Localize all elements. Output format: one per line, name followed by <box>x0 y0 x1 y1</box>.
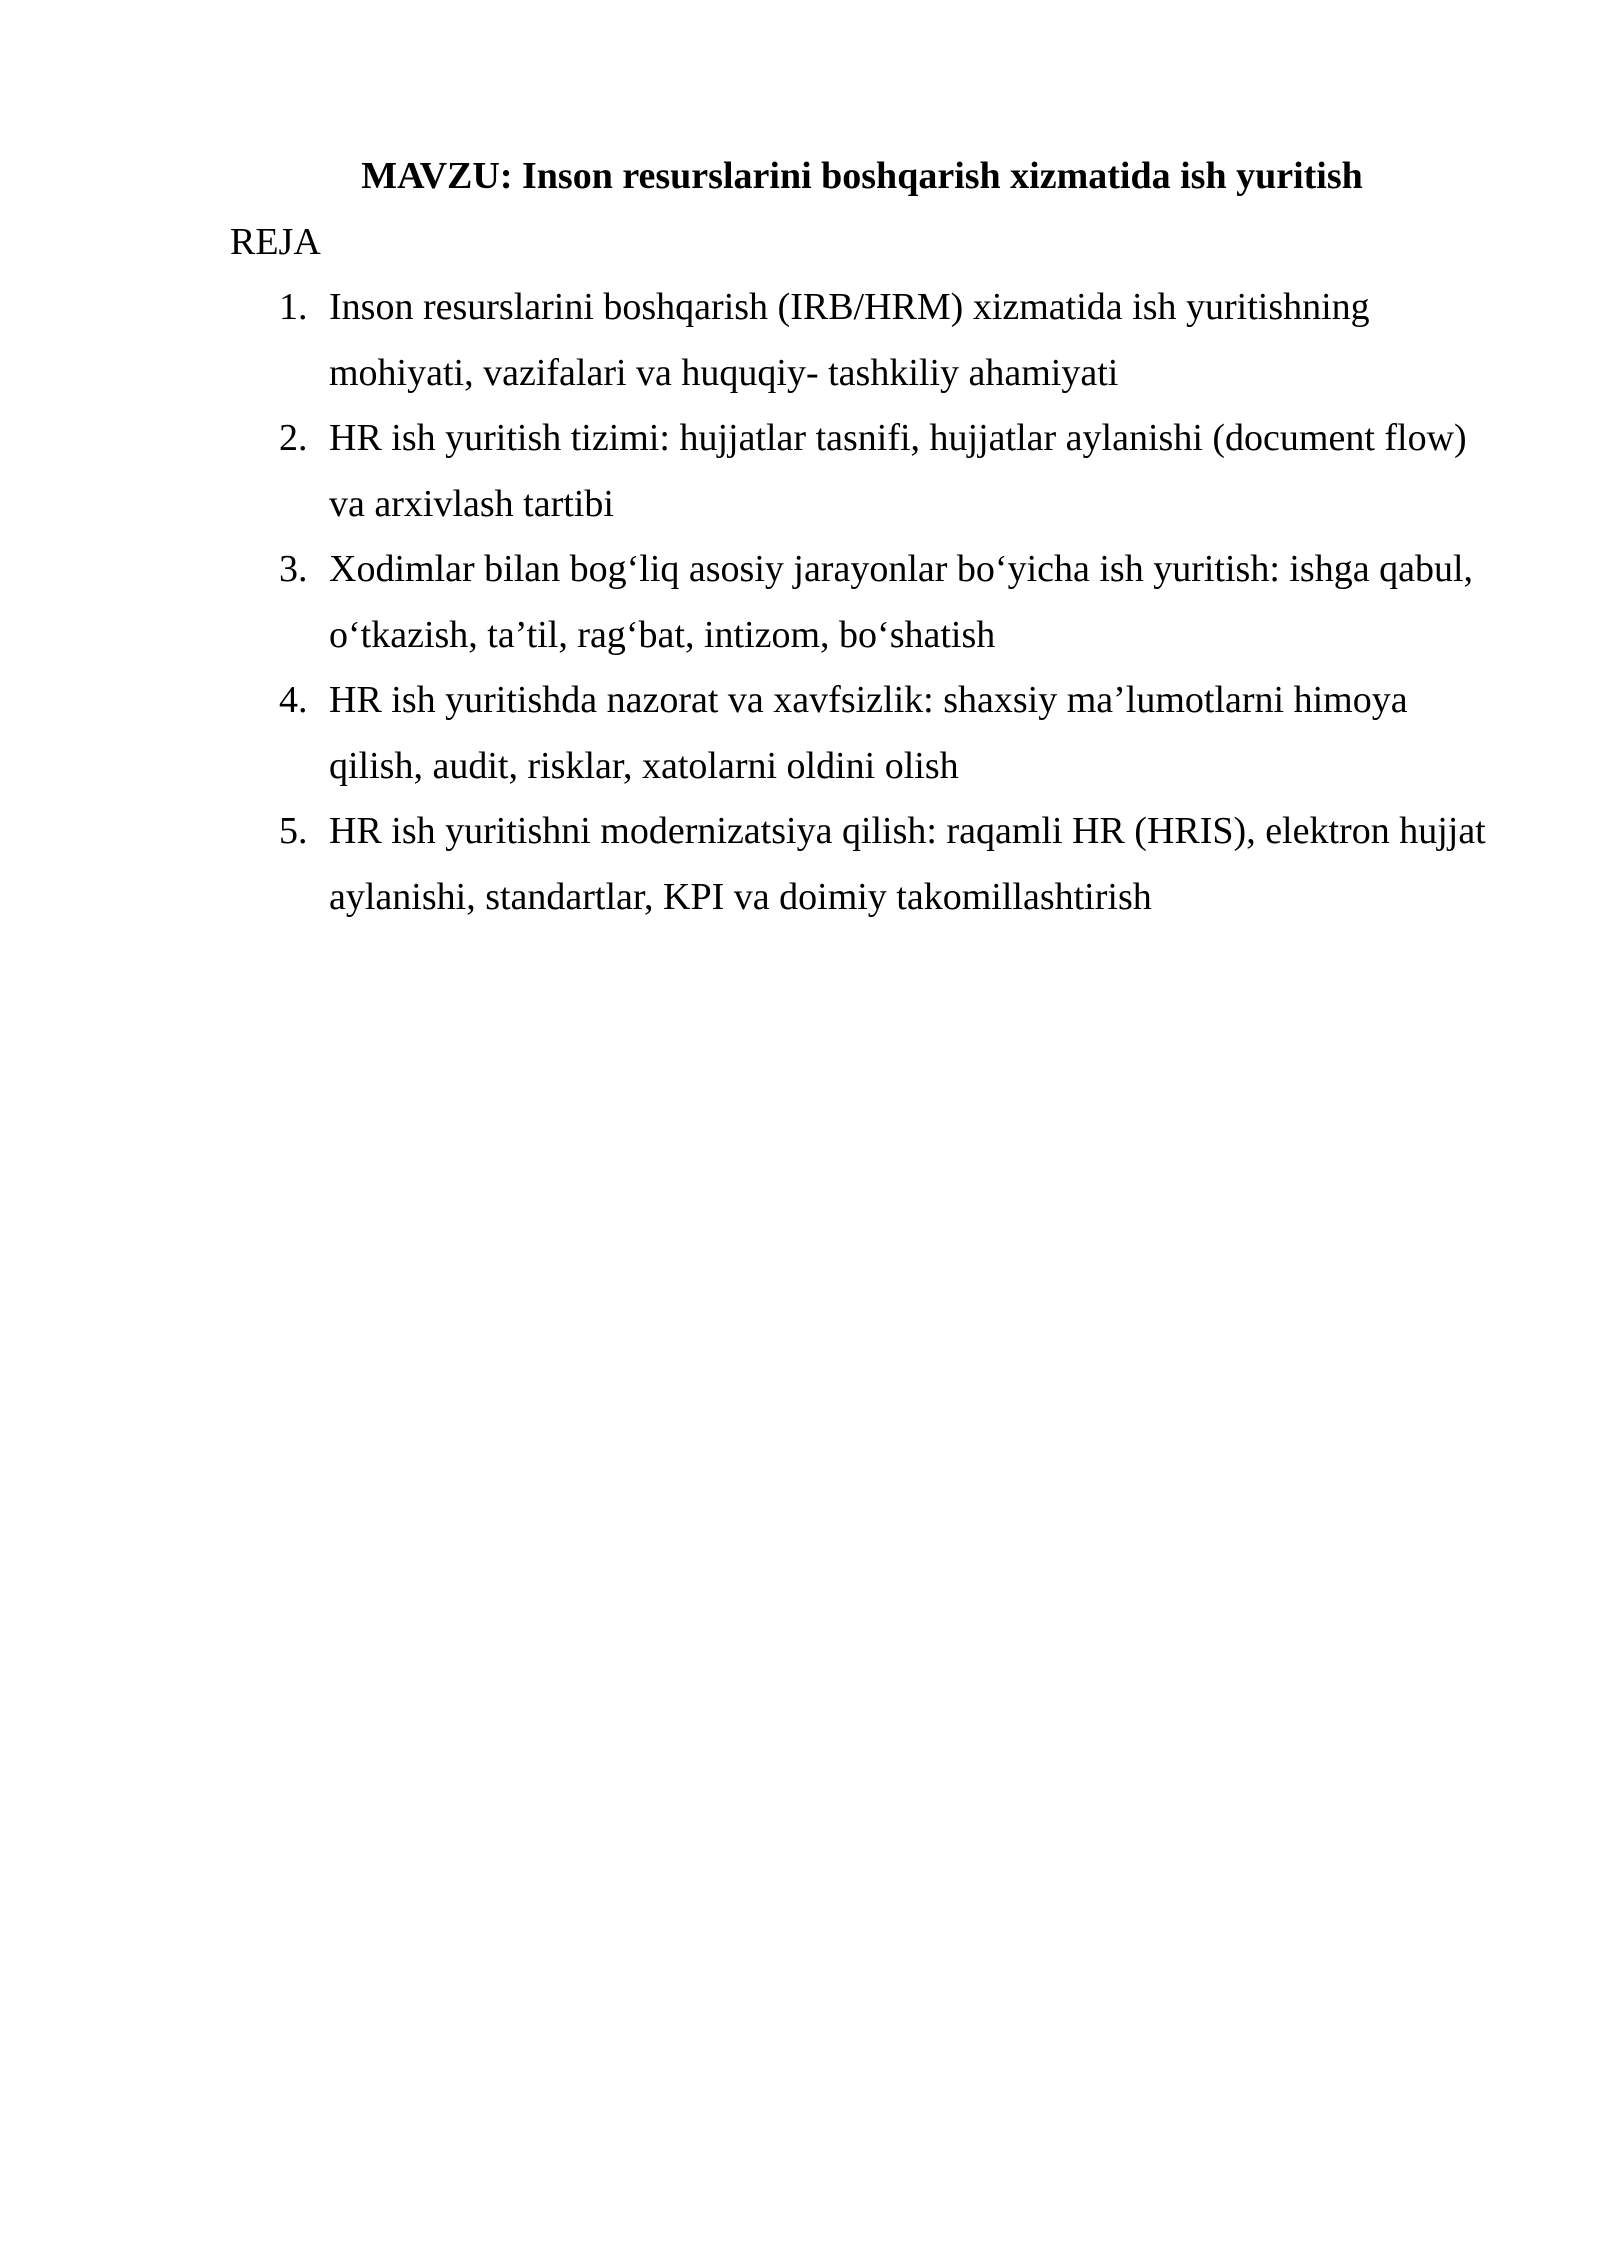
plan-list <box>0 275 1600 930</box>
list-item <box>0 799 1600 930</box>
list-item-text-line: HR ish yuritishni modernizatsiya qilish: raqamli HR (HRIS), elektron hujjat <box>329 810 1486 852</box>
list-item-number: 1. <box>279 286 308 328</box>
list-item-text-line: HR ish yuritishda nazorat va xavfsizlik: shaxsiy ma’lumotlarni himoya <box>329 679 1408 721</box>
list-item-text-line: qilish, audit, risklar, xatolarni oldini olish <box>329 744 959 787</box>
document-title: MAVZU: Inson resurslarini boshqarish xizmatida ish yuritish <box>361 155 1363 197</box>
list-item-text-line: aylanishi, standartlar, KPI va doimiy takomillashtirish <box>329 875 1152 918</box>
list-item-text-line: o‘tkazish, ta’til, rag‘bat, intizom, bo‘shatish <box>329 613 996 656</box>
plan-heading: REJA <box>230 220 321 263</box>
list-item-number: 3. <box>279 548 308 590</box>
list-item-text-line: Xodimlar bilan bog‘liq asosiy jarayonlar bo‘yicha ish yuritish: ishga qabul, <box>329 548 1474 590</box>
list-item-number: 4. <box>279 679 308 721</box>
list-item <box>0 537 1600 668</box>
list-item-number: 5. <box>279 810 308 852</box>
list-item <box>0 406 1600 537</box>
list-item <box>0 275 1600 406</box>
list-item-text-line: HR ish yuritish tizimi: hujjatlar tasnifi, hujjatlar aylanishi (document flow) <box>329 417 1467 459</box>
list-item <box>0 668 1600 799</box>
list-item-text-line: va arxivlash tartibi <box>329 482 614 525</box>
list-item-number: 2. <box>279 417 308 459</box>
list-item-text-line: mohiyati, vazifalari va huquqiy- tashkiliy ahamiyati <box>329 351 1119 394</box>
list-item-text-line: Inson resurslarini boshqarish (IRB/HRM) xizmatida ish yuritishning <box>329 286 1370 328</box>
